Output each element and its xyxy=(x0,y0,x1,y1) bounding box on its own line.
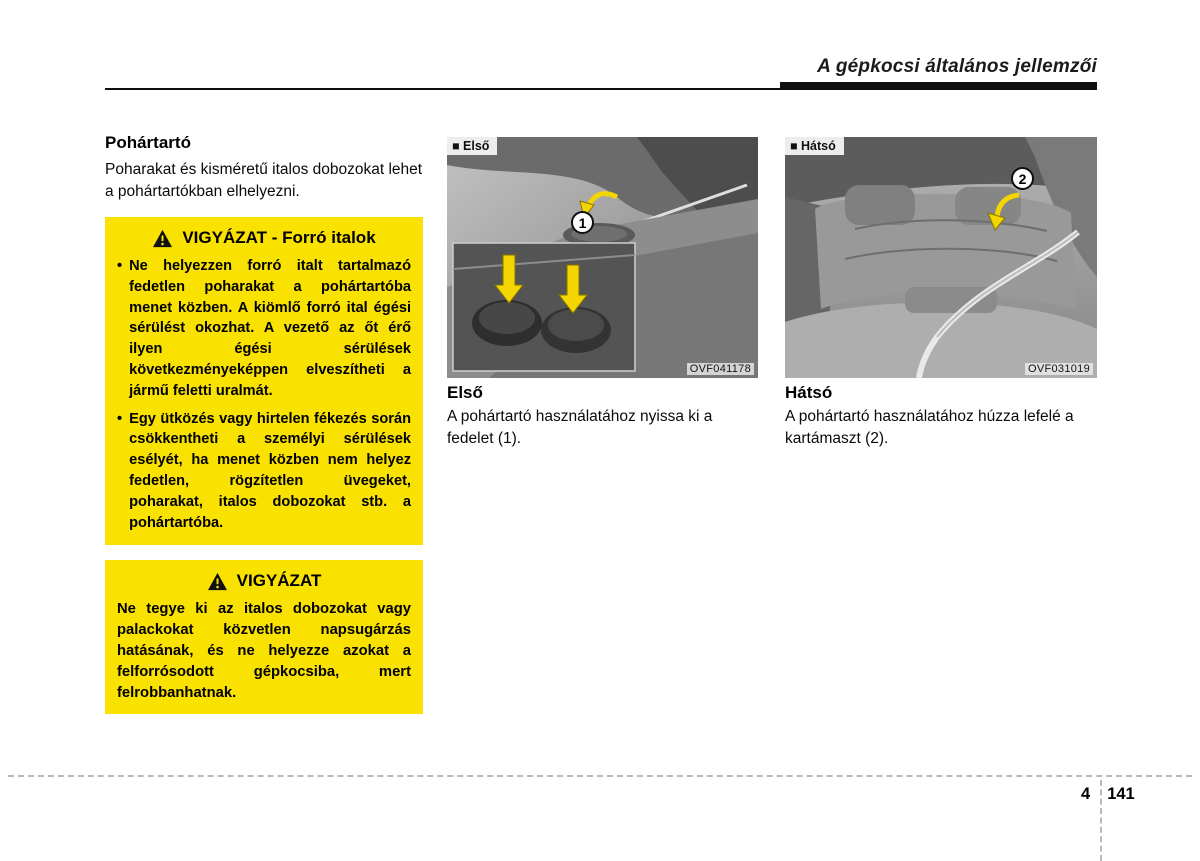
warning-item-text: Ne helyezzen forró italt tartalmazó fedetlen poharakat a pohártartóba menet közben. A kiömlő forró ital égési sérülést okozhat. A vezető az őt érő ilyen égési sérülések következményeképpen elveszítheti a jármű feletti uralmát. xyxy=(129,258,411,399)
page-title: A gépkocsi általános jellemzői xyxy=(817,56,1097,77)
caption-title-front: Első xyxy=(447,383,483,402)
warning-title: VIGYÁZAT - Forró italok xyxy=(182,228,376,247)
header-rule-thin xyxy=(105,88,1097,90)
warning-title-row xyxy=(117,228,411,248)
page-number-value: 141 xyxy=(1107,785,1135,803)
caption-body-rear: A pohártartó használatához húzza lefelé a kartámaszt (2). xyxy=(785,408,1074,447)
front-cupholder-photo xyxy=(447,137,758,378)
photo-code: OVF041178 xyxy=(687,363,754,375)
figure-rear-armrest xyxy=(785,137,1097,378)
callout-1: 1 xyxy=(571,211,594,234)
header-rule xyxy=(105,82,1097,90)
warning-body-text: Ne tegye ki az italos dobozokat vagy palackokat közvetlen napsugárzás hatásának, és ne helyezze azokat a felforrósodott gépkocsiba, mert felrobbanhatnak. xyxy=(117,601,411,702)
warning-box-hot-drinks xyxy=(105,217,423,545)
warning-item-text: Egy ütközés vagy hirtelen fékezés során csökkentheti a személyi sérülések esélyét, ha menet közben nem helyez fedetlen, rögzítetlen üvegeket, poharakat, italos dobozokat stb. a pohártartóba. xyxy=(129,410,411,531)
crop-mark-horizontal xyxy=(8,775,1192,777)
rear-seat-photo xyxy=(785,137,1097,378)
warning-title: VIGYÁZAT xyxy=(236,571,322,591)
photo-code: OVF031019 xyxy=(1025,363,1093,375)
chapter-number: 4 xyxy=(1081,785,1091,803)
warning-box-cans xyxy=(105,560,423,714)
warning-list-item xyxy=(117,256,411,402)
warning-triangle-icon xyxy=(207,572,228,591)
figure-front-cupholder xyxy=(447,137,758,378)
page-number xyxy=(1080,785,1136,804)
bullet-marker: • xyxy=(117,258,123,274)
cupholder-inset xyxy=(453,243,635,371)
bullet-marker: • xyxy=(117,410,123,427)
warning-list-item xyxy=(117,409,411,534)
warning-title-row xyxy=(117,571,411,591)
figure-tag: ■ Hátsó xyxy=(785,137,844,155)
caption-body-front: A pohártartó használatához nyissa ki a fedelet (1). xyxy=(447,408,713,447)
caption-title-rear: Hátsó xyxy=(785,383,833,402)
warning-triangle-icon xyxy=(152,229,173,248)
section-heading: Pohártartó xyxy=(105,133,191,152)
left-column xyxy=(105,133,423,714)
callout-2: 2 xyxy=(1011,167,1034,190)
warning-list xyxy=(117,256,411,533)
figure-tag: ■ Első xyxy=(447,137,497,155)
intro-paragraph: Poharakat és kisméretű italos dobozokat lehet a pohártartókban elhelyezni. xyxy=(105,161,423,200)
